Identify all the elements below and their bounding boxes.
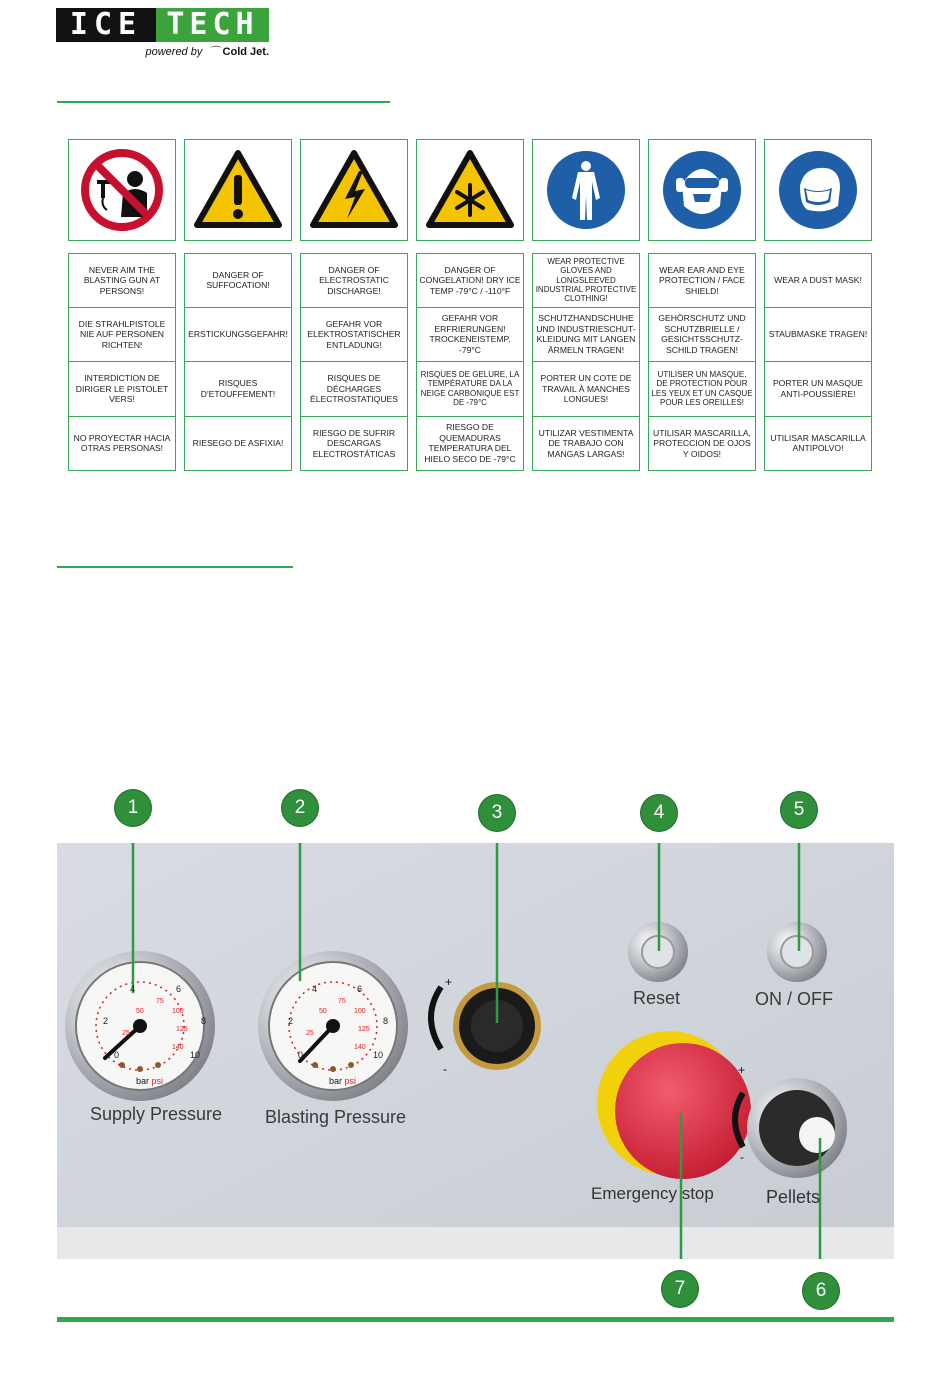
regulator-plus-mark: + [445,975,453,989]
sign-cold [416,139,524,241]
coldjet-swoosh-icon: ⌒ [205,46,220,58]
callout-4: 4 [641,795,677,831]
logo-tagline: powered by ⌒ Cold Jet. [145,46,269,58]
ear-eye-protection-icon [660,148,744,232]
sign-text-column [416,253,524,471]
on-off-button[interactable] [767,922,827,982]
blasting-pressure-label: Blasting Pressure [265,1107,407,1127]
sign-text-en: WEAR EAR AND EYE PROTECTION / FACE SHIELD! [648,253,756,308]
pellets-plus-mark: + [738,1063,746,1077]
regulator-minus-mark: - [443,1062,447,1076]
cold-hazard-icon [425,149,515,231]
sign-text-fr: UTILISER UN MASQUE, DE PROTECTION POUR LES YEUX ET UN CASQUE POUR LES OREILLES! [648,362,756,417]
gauge1-tick: 4 [130,984,136,994]
section-rule [57,566,293,568]
gauge1-psi-tick: 50 [136,1008,144,1015]
sign-electrical [300,139,408,241]
sign-text-de: SCHUTZHANDSCHUHE UND INDUSTRIESCHUT-KLEIDUNG MIT LANGEN ÄRMELN TRAGEN! [532,308,640,363]
gauge2-tick: 0 [298,1050,304,1060]
electrical-hazard-icon [309,149,399,231]
sign-text-fr: RISQUES D'ETOUFFEMENT! [184,362,292,417]
sign-text-es: UTILISAR MASCARILLA, PROTECCION DE OJOS Y OIDOS! [648,417,756,472]
sign-text-fr: RISQUES DE GELURE, LA TEMPÉRATURE DA LA NEIGE CARBONIQUE EST DE -79°C [416,362,524,417]
section-rule [57,101,390,103]
gauge2-tick: 2 [288,1016,294,1026]
supply-pressure-label: Supply Pressure [90,1104,223,1124]
sign-text-en: WEAR A DUST MASK! [764,253,872,308]
sign-text-fr: RISQUES DE DÉCHARGES ÉLECTROSTATIQUES [300,362,408,417]
sign-text-en: WEAR PROTECTIVE GLOVES AND LONGSLEEVED INDUSTRIAL PROTECTIVE CLOTHING! [532,253,640,308]
gauge2-psi-tick: 25 [306,1030,314,1037]
sign-face-shield [648,139,756,241]
sign-text-column [68,253,176,471]
no-aim-at-person-icon [81,149,163,231]
sign-text-de: GEHÖRSCHUTZ UND SCHUTZBRIELLE / GESICHTSSCHUTZ-SCHILD TRAGEN! [648,308,756,363]
sign-text-en: DANGER OF CONGELATION! DRY ICE TEMP -79°C / -110°F [416,253,524,308]
dust-mask-icon [776,148,860,232]
gauge2-psi-tick: 100 [354,1008,366,1015]
logo-tech: TECH [156,8,269,42]
gauge2-tick: 6 [357,984,363,994]
gauge2-psi-tick: 125 [358,1026,370,1033]
protective-clothing-icon [544,148,628,232]
general-warning-icon [193,149,283,231]
sign-text-fr: INTERDICTION DE DIRIGER LE PISTOLET VERS! [68,362,176,417]
gauge1-bar-unit: bar psi [136,1076,164,1086]
sign-text-es: RIESGO DE SUFRIR DESCARGAS ELECTROSTÁTICAS [300,417,408,472]
callout-7: 7 [662,1271,698,1307]
callout-2: 2 [282,790,318,826]
sign-text-en: NEVER AIM THE BLASTING GUN AT PERSONS! [68,253,176,308]
sign-text-de: GEFAHR VOR ELEKTROSTATISCHER ENTLADUNG! [300,308,408,363]
sign-text-de: GEFAHR VOR ERFRIERUNGEN! TROCKENEISTEMP. -79°C [416,308,524,363]
gauge1-psi-tick: 25 [122,1030,130,1037]
sign-text-column [648,253,756,471]
sign-text-fr: PORTER UN MASQUE ANTI-POUSSIÈRE! [764,362,872,417]
sign-text-de: DIE STRAHLPISTOLE NIE AUF PERSONEN RICHTEN! [68,308,176,363]
safety-signs [68,139,883,241]
sign-dust-mask [764,139,872,241]
sign-text-es: RIESEGO DE ASFIXIA! [184,417,292,472]
sign-text-fr: PORTER UN COTE DE TRAVAIL À MANCHES LONGUES! [532,362,640,417]
gauge2-psi-tick: 75 [338,998,346,1005]
safety-text-grid [68,253,883,471]
gauge1-tick: 10 [190,1050,201,1060]
gauge1-tick: 0 [114,1050,120,1060]
gauge1-tick: 8 [201,1016,207,1026]
sign-text-column [764,253,872,471]
emergency-stop-label: Emergency stop [591,1184,714,1203]
gauge1-tick: 2 [103,1016,109,1026]
sign-text-es: RIESGO DE QUEMADURAS TEMPERATURA DEL HIELO SECO DE -79°C [416,417,524,472]
sign-text-de: ERSTICKUNGSGEFAHR! [184,308,292,363]
sign-text-en: DANGER OF ELECTROSTATIC DISCHARGE! [300,253,408,308]
pellets-minus-mark: - [740,1150,744,1164]
callout-5: 5 [781,792,817,828]
onoff-label: ON / OFF [755,989,833,1009]
sign-clothing [532,139,640,241]
company-logo [56,8,269,56]
sign-text-column [300,253,408,471]
callout-6: 6 [803,1273,839,1309]
sign-text-en: DANGER OF SUFFOCATION! [184,253,292,308]
gauge2-psi-tick: 50 [319,1008,327,1015]
sign-text-es: UTILISAR MASCARILLA ANTIPOLVO! [764,417,872,472]
sign-text-es: UTILIZAR VESTIMENTA DE TRABAJO CON MANGAS LARGAS! [532,417,640,472]
sign-text-es: NO PROYECTAR HACIA OTRAS PERSONAS! [68,417,176,472]
gauge2-psi-tick: 140 [354,1044,366,1051]
gauge1-psi-tick: 75 [156,998,164,1005]
gauge2-bar-unit: bar psi [329,1076,357,1086]
gauge2-tick: 10 [373,1050,384,1060]
gauge2-tick: 8 [383,1016,389,1026]
sign-text-column [532,253,640,471]
gauge1-psi-tick: 140 [172,1044,184,1051]
callout-3: 3 [479,795,515,831]
pellets-label: Pellets [766,1187,821,1207]
logo-ice: ICE [56,8,156,42]
footer-rule [57,1317,894,1322]
sign-text-de: STAUBMASKE TRAGEN! [764,308,872,363]
sign-text-column [184,253,292,471]
gauge1-psi-tick: 125 [176,1026,188,1033]
sign-warning [184,139,292,241]
reset-label: Reset [633,988,681,1008]
gauge2-tick: 4 [312,984,318,994]
callout-1: 1 [115,790,151,826]
gauge1-tick: 6 [176,984,182,994]
sign-no-aim [68,139,176,241]
gauge1-psi-tick: 100 [172,1008,184,1015]
